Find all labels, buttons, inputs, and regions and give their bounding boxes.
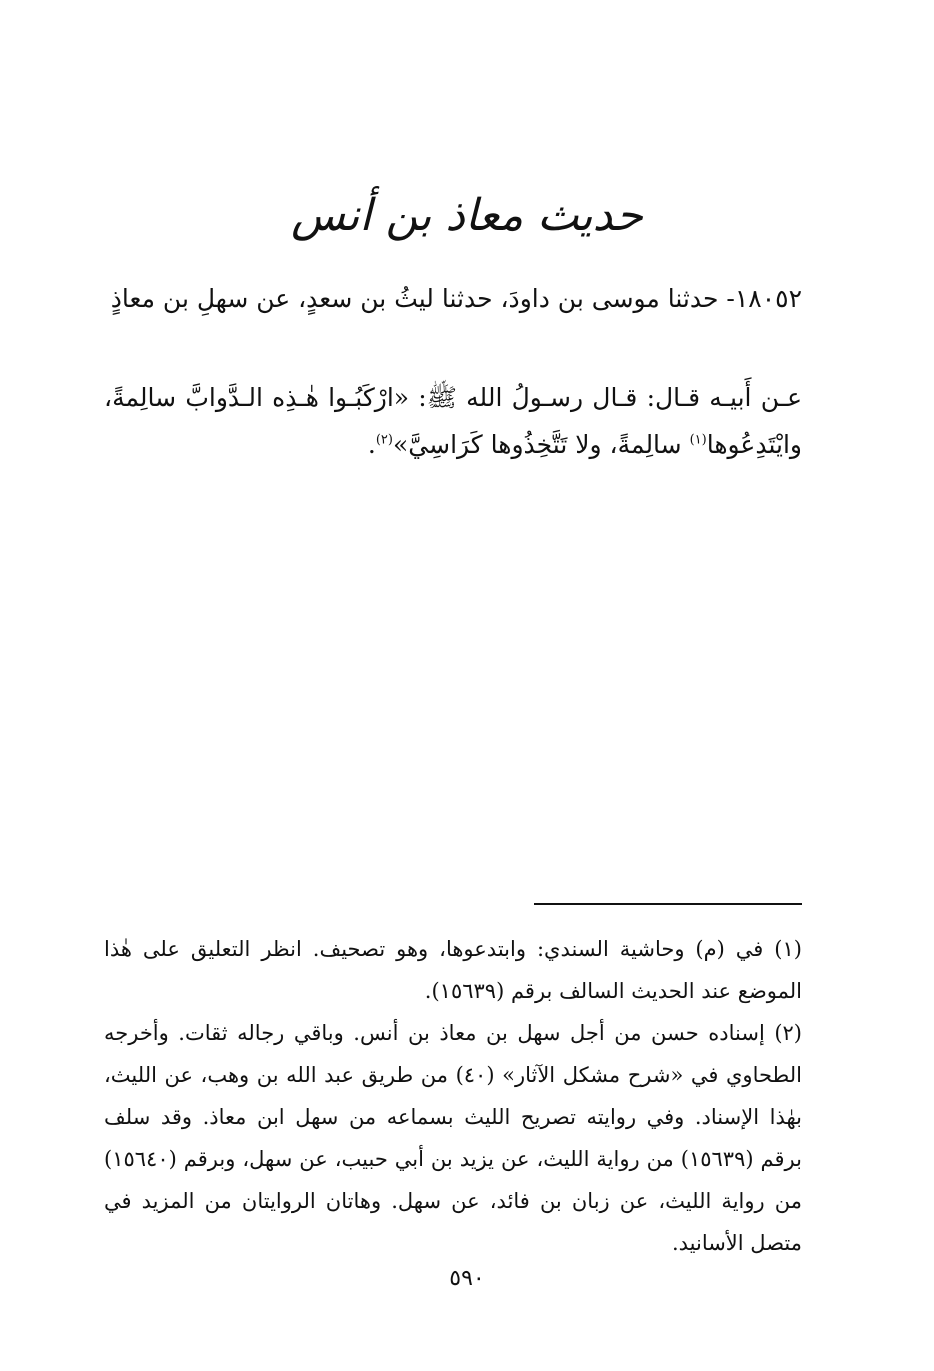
footnote-1: (١) في (م) وحاشية السندي: وابتدعوها، وهو تصحيف. انظر التعليق على هٰذا الموضع عند الحديث السالف برقم (١٥٦٣٩).: [104, 937, 802, 1003]
hadith-matn: [104, 374, 802, 468]
footnote-ref-1[interactable]: (١): [689, 432, 707, 448]
footnote-ref-2[interactable]: (٢): [375, 432, 393, 448]
matn-end: .: [367, 430, 376, 459]
hadith-isnad: ١٨٠٥٢- حدثنا موسى بن داودَ، حدثنا ليثُ بن سعدٍ، عن سهلِ بن معاذٍ: [110, 284, 802, 313]
matn-middle: سالِمةً، ولا تَتَّخِذُوها كَرَاسِيَّ»: [392, 430, 690, 459]
page-number: ٥٩٠: [449, 1266, 485, 1291]
matn-start: عـن أَبيـه قـال: قـال رسـولُ الله ﷺ: «ارْكَبُـوا هٰـذِه الـدَّوابَّ سالِمةً، وايْتَدِعُوها: [104, 383, 802, 459]
footnote-2: (٢) إسناده حسن من أجل سهل بن معاذ بن أنس. وباقي رجاله ثقات. وأخرجه الطحاوي في «شرح مشكل الآثار» (٤٠) من طريق عبد الله بن وهب، عن الليث، بهٰذا الإسناد. وفي روايته تصريح الليث بسماعه من سهل ابن معاذ. وقد سلف برقم (١٥٦٣٩) من رواية الليث، عن يزيد بن أبي حبيب، عن سهل، وبرقم (١٥٦٤٠) من رواية الليث، عن زبان بن فائد، عن سهل. وهاتان الروايتان من المزيد في متصل الأسانيد.: [104, 1021, 802, 1255]
footnotes: [104, 928, 802, 1264]
section-title: حديث معاذ بن أنس: [291, 190, 643, 241]
footnote-divider: [534, 903, 802, 905]
